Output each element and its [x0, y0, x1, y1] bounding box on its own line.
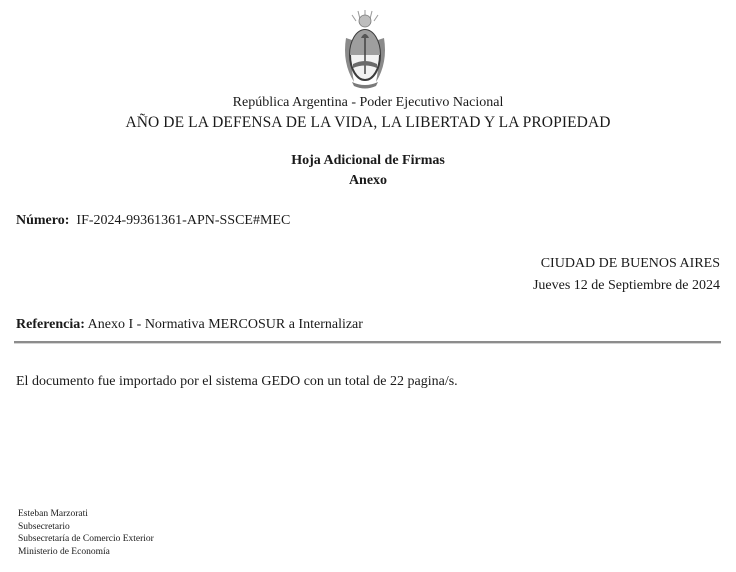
signer-office: Subsecretaría de Comercio Exterior	[18, 534, 154, 545]
signer-role: Subsecretario	[18, 521, 70, 532]
number-label: Número:	[16, 213, 70, 228]
header-state-line: República Argentina - Poder Ejecutivo Nacional	[232, 95, 504, 110]
document-title: Hoja Adicional de Firmas	[291, 153, 445, 168]
argentina-coat-of-arms-icon	[340, 8, 390, 92]
signer-name: Esteban Marzorati	[18, 509, 88, 519]
document-reference	[16, 317, 363, 333]
reference-value: Anexo I - Normativa MERCOSUR a Internalizar	[87, 317, 363, 332]
reference-label: Referencia:	[16, 317, 85, 332]
signer-ministry: Ministerio de Economía	[18, 546, 110, 557]
number-value: IF-2024-99361361-APN-SSCE#MEC	[76, 213, 291, 228]
header-year-motto: AÑO DE LA DEFENSA DE LA VIDA, LA LIBERTAD Y LA PROPIEDAD	[125, 114, 611, 131]
document-body: El documento fue importado por el sistema GEDO con un total de 22 pagina/s.	[16, 374, 458, 389]
document-subtitle: Anexo	[348, 173, 388, 188]
signature-block	[18, 508, 154, 558]
document-date: Jueves 12 de Septiembre de 2024	[532, 278, 720, 293]
separator-rule	[14, 341, 721, 344]
document-city: CIUDAD DE BUENOS AIRES	[540, 256, 720, 271]
document-number	[16, 213, 290, 229]
